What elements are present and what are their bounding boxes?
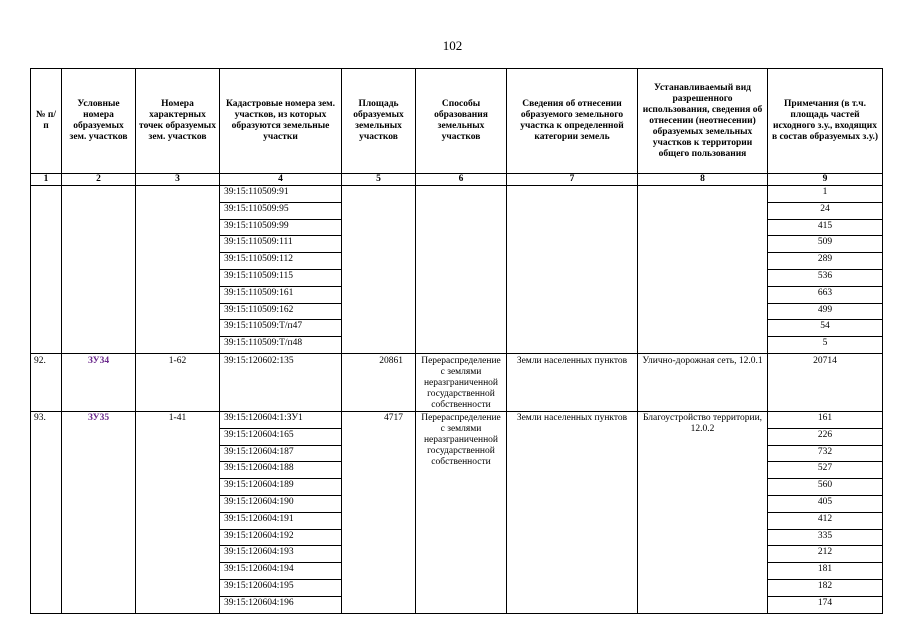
cell-points	[136, 186, 220, 354]
permitted-use: Улично-дорожная сеть, 12.0.1	[638, 353, 768, 411]
header-cell: Условные номера образуемых зем. участков	[62, 69, 136, 174]
note-value: 24	[768, 202, 883, 219]
header-cell: Способы образования земельных участков	[416, 69, 507, 174]
cadastral-number: 39:15:120604:194	[220, 563, 342, 580]
note-value: 182	[768, 579, 883, 596]
table-row	[31, 353, 883, 411]
cadastral-number: 39:15:120604:193	[220, 546, 342, 563]
permitted-use: Благоустройство территории, 12.0.2	[638, 411, 768, 613]
zu-number: ЗУ34	[62, 353, 136, 411]
cadastral-number: 39:15:120604:189	[220, 479, 342, 496]
page-number: 102	[442, 38, 463, 53]
cell-num	[31, 186, 62, 354]
cadastral-number: 39:15:120604:196	[220, 596, 342, 613]
note-value: 226	[768, 428, 883, 445]
cadastral-number: 39:15:110509:95	[220, 202, 342, 219]
header-cell: № п/п	[31, 69, 62, 174]
row-number: 92.	[31, 353, 62, 411]
cadastral-number: 39:15:110509:Т/п47	[220, 320, 342, 337]
header-cell: Сведения об отнесении образуемого земельного участка к определенной категории земель	[507, 69, 638, 174]
cadastral-number: 39:15:120604:165	[220, 428, 342, 445]
note-value: 560	[768, 479, 883, 496]
column-number: 1	[31, 174, 62, 186]
column-number: 2	[62, 174, 136, 186]
note-value: 412	[768, 512, 883, 529]
cadastral-number: 39:15:110509:111	[220, 236, 342, 253]
header-cell: Кадастровые номера зем. участков, из которых образуются земельные участки	[220, 69, 342, 174]
cell-area	[342, 186, 416, 354]
cadastral-number: 39:15:110509:99	[220, 219, 342, 236]
cadastral-number: 39:15:110509:Т/п48	[220, 337, 342, 354]
cadastral-number: 39:15:110509:112	[220, 253, 342, 270]
note-value: 405	[768, 495, 883, 512]
note-value: 20714	[768, 353, 883, 411]
cadastral-number: 39:15:110509:91	[220, 186, 342, 203]
cadastral-number: 39:15:120604:195	[220, 579, 342, 596]
cadastral-number: 39:15:110509:115	[220, 269, 342, 286]
cadastral-number: 39:15:120604:191	[220, 512, 342, 529]
cell-method	[416, 186, 507, 354]
note-value: 732	[768, 445, 883, 462]
column-number: 4	[220, 174, 342, 186]
cell-zu	[62, 186, 136, 354]
note-value: 335	[768, 529, 883, 546]
note-value: 174	[768, 596, 883, 613]
note-value: 415	[768, 219, 883, 236]
points-range: 1-62	[136, 353, 220, 411]
formation-method: Перераспределение с землями неразграниченной государственной собственности	[416, 353, 507, 411]
land-category: Земли населенных пунктов	[507, 353, 638, 411]
area-value: 4717	[342, 411, 416, 613]
column-number: 7	[507, 174, 638, 186]
header-cell: Площадь образуемых земельных участков	[342, 69, 416, 174]
land-category: Земли населенных пунктов	[507, 411, 638, 613]
cadastral-number: 39:15:120604:192	[220, 529, 342, 546]
cell-use	[638, 186, 768, 354]
formation-method: Перераспределение с землями неразграниченной государственной собственности	[416, 411, 507, 613]
column-number: 9	[768, 174, 883, 186]
area-value: 20861	[342, 353, 416, 411]
cadastral-number: 39:15:120602:135	[220, 353, 342, 411]
note-value: 663	[768, 286, 883, 303]
cadastral-number: 39:15:120604:188	[220, 462, 342, 479]
note-value: 181	[768, 563, 883, 580]
note-value: 54	[768, 320, 883, 337]
note-value: 5	[768, 337, 883, 354]
header-cell: Примечания (в т.ч. площадь частей исходного з.у., входящих в состав образуемых з.у.)	[768, 69, 883, 174]
header-cell: Устанавливаемый вид разрешенного использования, сведения об отнесении (неотнесении) образуемых земельных участков к территории общего пользования	[638, 69, 768, 174]
column-number: 3	[136, 174, 220, 186]
table-row	[31, 411, 883, 428]
row-number: 93.	[31, 411, 62, 613]
column-number: 6	[416, 174, 507, 186]
points-range: 1-41	[136, 411, 220, 613]
note-value: 536	[768, 269, 883, 286]
note-value: 1	[768, 186, 883, 203]
cell-category	[507, 186, 638, 354]
cadastral-number: 39:15:120604:1:ЗУ1	[220, 411, 342, 428]
header-row	[31, 69, 883, 174]
table-row	[31, 186, 883, 203]
note-value: 161	[768, 411, 883, 428]
column-number: 8	[638, 174, 768, 186]
note-value: 499	[768, 303, 883, 320]
zu-number: ЗУ35	[62, 411, 136, 613]
cadastral-number: 39:15:120604:187	[220, 445, 342, 462]
note-value: 509	[768, 236, 883, 253]
column-number: 5	[342, 174, 416, 186]
parcels-table	[30, 68, 883, 614]
cadastral-number: 39:15:110509:161	[220, 286, 342, 303]
note-value: 527	[768, 462, 883, 479]
header-cell: Номера характерных точек образуемых зем. участков	[136, 69, 220, 174]
note-value: 289	[768, 253, 883, 270]
column-number-row	[31, 174, 883, 186]
note-value: 212	[768, 546, 883, 563]
cadastral-number: 39:15:120604:190	[220, 495, 342, 512]
cadastral-number: 39:15:110509:162	[220, 303, 342, 320]
